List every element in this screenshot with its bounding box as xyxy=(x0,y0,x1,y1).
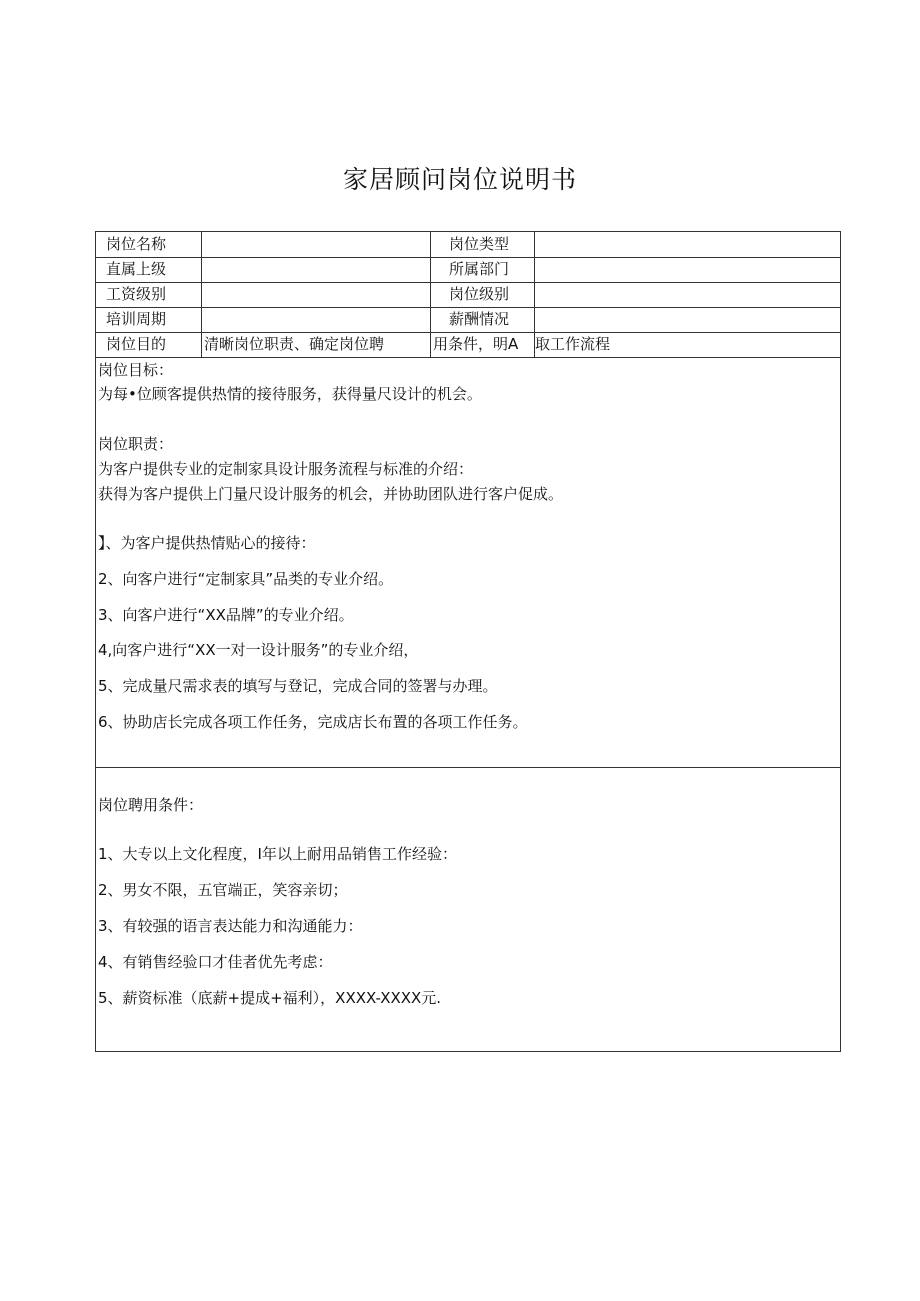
field-label-purpose: 岗位目的 xyxy=(96,332,202,357)
table-row xyxy=(96,282,840,308)
field-label-position-grade: 岗位级别 xyxy=(431,282,535,307)
purpose-text-part2: 用条件，明A xyxy=(431,332,535,357)
purpose-text-part3: 取工作流程 xyxy=(535,335,611,353)
purpose-text-part1: 清晰岗位职责、确定岗位聘 xyxy=(202,332,431,357)
field-value-training-period xyxy=(202,307,431,332)
field-label-position-name: 岗位名称 xyxy=(96,232,202,257)
duty-item: 5、完成量尺需求表的填写与登记，完成合同的签署与办理。 xyxy=(98,677,498,695)
field-value-department xyxy=(535,257,840,282)
condition-item: 2、男女不限，五官端正，笑容亲切； xyxy=(98,881,348,899)
duty-item: 2、向客户进行“定制家具”品类的专业介绍。 xyxy=(98,570,394,588)
table-row xyxy=(96,307,840,333)
field-label-training-period: 培训周期 xyxy=(96,307,202,332)
table-row xyxy=(96,232,840,258)
duty-item: 3、向客户进行“XX品牌”的专业介绍。 xyxy=(98,606,354,624)
document-title: 家居顾问岗位说明书 xyxy=(342,165,577,194)
field-label-position-type: 岗位类型 xyxy=(431,232,535,257)
duty-item: 6、协助店长完成各项工作任务，完成店长布置的各项工作任务。 xyxy=(98,713,528,731)
condition-item: 4、有销售经验口才佳者优先考虑： xyxy=(98,953,333,971)
duties-intro-line: 为客户提供专业的定制家具设计服务流程与标准的介绍： xyxy=(98,460,474,478)
condition-item: 3、有较强的语言表达能力和沟通能力： xyxy=(98,917,363,935)
field-value-position-grade xyxy=(535,282,840,307)
conditions-heading: 岗位聘用条件： xyxy=(98,796,204,814)
field-label-salary-grade: 工资级别 xyxy=(96,282,202,307)
goal-heading: 岗位目标： xyxy=(98,361,174,379)
conditions-section xyxy=(96,768,840,1051)
table-row xyxy=(96,332,840,358)
duties-heading: 岗位职责： xyxy=(98,435,174,453)
field-label-department: 所属部门 xyxy=(431,257,535,282)
field-label-compensation: 薪酬情况 xyxy=(431,307,535,332)
job-description-table xyxy=(95,231,841,1052)
goal-text: 为每•位顾客提供热情的接待服务，获得量尺设计的机会。 xyxy=(98,385,482,403)
goals-duties-section xyxy=(96,357,840,768)
table-row xyxy=(96,257,840,283)
field-value-compensation xyxy=(535,307,840,332)
field-label-supervisor: 直属上级 xyxy=(96,257,202,282)
field-value-supervisor xyxy=(202,257,431,282)
field-value-salary-grade xyxy=(202,282,431,307)
duties-intro-line: 获得为客户提供上门量尺设计服务的机会，并协助团队进行客户促成。 xyxy=(98,485,564,503)
duty-item: 】、为客户提供热情贴心的接待： xyxy=(98,534,316,552)
field-value-position-type xyxy=(535,232,840,257)
field-value-position-name xyxy=(202,232,431,257)
duty-item: 4,向客户进行“XX一对一设计服务”的专业介绍， xyxy=(98,641,419,659)
condition-item: 1、大专以上文化程度，I年以上耐用品销售工作经验： xyxy=(98,845,457,863)
condition-item: 5、薪资标准（底薪+提成+福利），XXXX-XXXX元. xyxy=(98,989,442,1007)
